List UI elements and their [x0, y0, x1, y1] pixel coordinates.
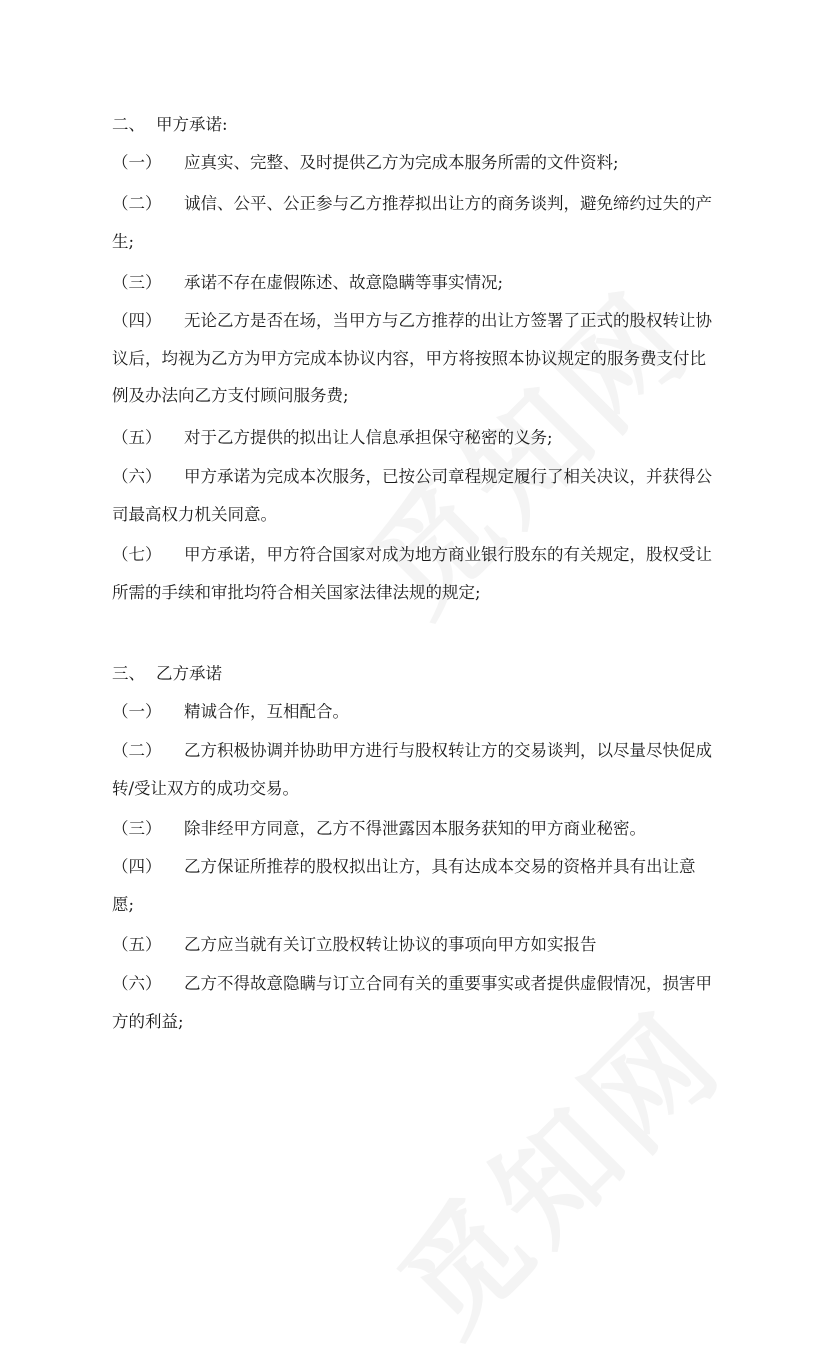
section-title: 甲方承诺:	[156, 115, 228, 134]
clause-text: 乙方积极协调并协助甲方进行与股权转让方的交易谈判，以尽量尽快促成转/受让双方的成功交易。	[112, 741, 712, 798]
clause-paragraph	[112, 848, 712, 923]
clause-text: 甲方承诺为完成本次服务，已按公司章程规定履行了相关决议，并获得公司最高权力机关同意。	[112, 467, 712, 524]
clause-text: 精诚合作，互相配合。	[184, 702, 349, 721]
clause-text: 乙方不得故意隐瞒与订立合同有关的重要事实或者提供虚假情况，损害甲方的利益;	[112, 974, 712, 1031]
clause-paragraph	[112, 302, 712, 415]
clause-number: （六）	[112, 974, 162, 993]
clause-text: 应真实、完整、及时提供乙方为完成本服务所需的文件资料;	[184, 153, 619, 172]
clause-text: 甲方承诺，甲方符合国家对成为地方商业银行股东的有关规定，股权受让所需的手续和审批均符合相关国家法律法规的规定;	[112, 545, 712, 602]
clause-paragraph	[112, 185, 712, 260]
clause-number: （四）	[112, 311, 162, 330]
clause-paragraph	[112, 144, 712, 182]
clause-text: 乙方应当就有关订立股权转让协议的事项向甲方如实报告	[184, 935, 597, 954]
section-title: 乙方承诺	[156, 664, 222, 683]
section-3-heading	[112, 655, 712, 693]
section-number: 二、	[112, 115, 145, 134]
clause-text: 诚信、公平、公正参与乙方推荐拟出让方的商务谈判，避免缔约过失的产生;	[112, 194, 712, 251]
clause-number: （三）	[112, 273, 162, 292]
clause-text: 无论乙方是否在场，当甲方与乙方推荐的出让方签署了正式的股权转让协议后，均视为乙方为甲方完成本协议内容，甲方将按照本协议规定的服务费支付比例及办法向乙方支付顾问服务费;	[112, 311, 712, 405]
clause-number: （一）	[112, 702, 162, 721]
clause-paragraph	[112, 458, 712, 533]
clause-paragraph	[112, 810, 712, 848]
clause-number: （七）	[112, 545, 162, 564]
clause-paragraph	[112, 965, 712, 1040]
clause-number: （一）	[112, 153, 162, 172]
clause-text: 对于乙方提供的拟出让人信息承担保守秘密的义务;	[184, 428, 553, 447]
clause-paragraph	[112, 693, 712, 731]
clause-text: 承诺不存在虚假陈述、故意隐瞒等事实情况;	[184, 273, 504, 292]
clause-number: （四）	[112, 857, 162, 876]
clause-number: （二）	[112, 194, 162, 213]
clause-number: （六）	[112, 467, 162, 486]
clause-paragraph	[112, 264, 712, 302]
section-2-heading	[112, 106, 712, 144]
clause-text: 除非经甲方同意，乙方不得泄露因本服务获知的甲方商业秘密。	[184, 819, 646, 838]
clause-paragraph	[112, 419, 712, 457]
section-number: 三、	[112, 664, 145, 683]
clause-number: （五）	[112, 428, 162, 447]
clause-number: （五）	[112, 935, 162, 954]
clause-text: 乙方保证所推荐的股权拟出让方，具有达成本交易的资格并具有出让意愿;	[112, 857, 696, 914]
clause-paragraph	[112, 732, 712, 807]
clause-paragraph	[112, 926, 712, 964]
clause-number: （三）	[112, 819, 162, 838]
clause-paragraph	[112, 536, 712, 611]
clause-number: （二）	[112, 741, 162, 760]
